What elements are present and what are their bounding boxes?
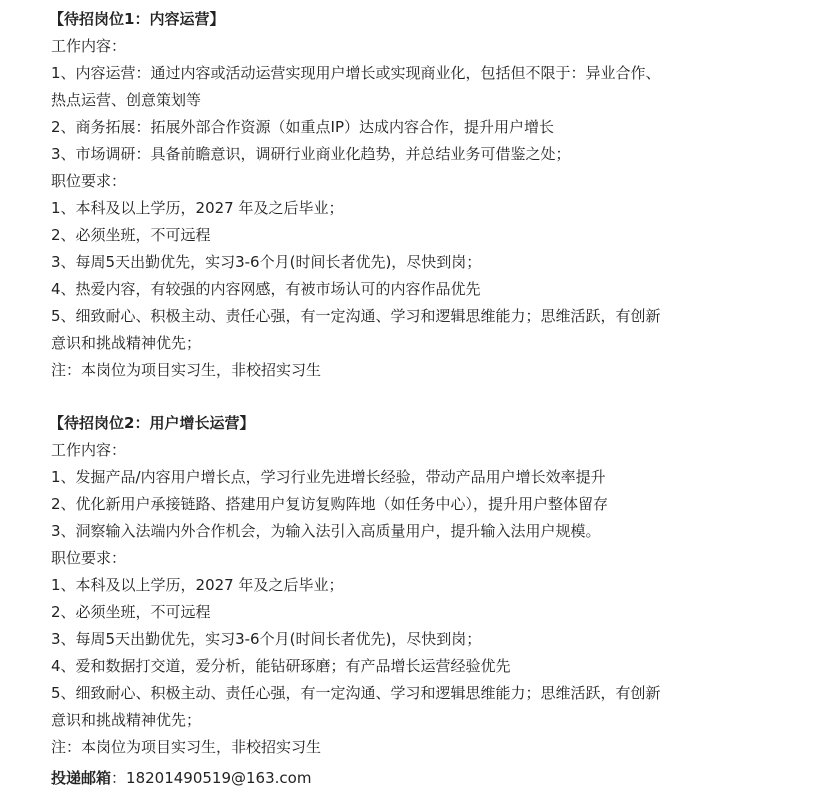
section-1-req-item: 1、本科及以上学历，2027 年及之后毕业； <box>51 199 344 217</box>
section-2-work-item: 2、优化新用户承接链路、搭建用户复访复购阵地（如任务中心），提升用户整体留存 <box>51 495 609 513</box>
section-1-req-item: 5、细致耐心、积极主动、责任心强，有一定沟通、学习和逻辑思维能力；思维活跃，有创新 <box>51 307 661 325</box>
section-1-req-item: 3、每周5天出勤优先，实习3-6个月(时间长者优先)，尽快到岗； <box>51 253 482 271</box>
section-1-work-label: 工作内容： <box>51 37 127 55</box>
section-1-title: 【待招岗位1：内容运营】 <box>49 10 225 28</box>
section-2-req-item: 3、每周5天出勤优先，实习3-6个月(时间长者优先)，尽快到岗； <box>51 630 482 648</box>
section-1-note: 注：本岗位为项目实习生，非校招实习生 <box>51 361 322 379</box>
section-2-title: 【待招岗位2：用户增长运营】 <box>49 414 255 432</box>
section-2-req-item: 4、爱和数据打交道，爱分析，能钻研琢磨；有产品增长运营经验优先 <box>51 657 511 675</box>
section-2-note: 注：本岗位为项目实习生，非校招实习生 <box>51 738 322 756</box>
contact-line <box>51 765 837 792</box>
section-1-req-item: 4、热爱内容，有较强的内容网感，有被市场认可的内容作品优先 <box>51 280 481 298</box>
section-1-work-item: 1、内容运营：通过内容或活动运营实现用户增长或实现商业化，包括但不限于：异业合作、 <box>51 64 661 82</box>
section-2-work-item: 1、发掘产品/内容用户增长点，学习行业先进增长经验，带动产品用户增长效率提升 <box>51 468 606 486</box>
section-1-work-item: 2、商务拓展：拓展外部合作资源（如重点IP）达成内容合作，提升用户增长 <box>51 118 555 136</box>
section-2-work-label: 工作内容： <box>51 441 127 459</box>
section-2-req-item: 2、必须坐班，不可远程 <box>51 603 211 621</box>
contact-separator: ： <box>111 769 127 787</box>
section-2-req-label: 职位要求： <box>51 549 127 567</box>
contact-label: 投递邮箱 <box>51 769 112 787</box>
section-spacer <box>51 384 837 410</box>
section-1-req-item: 意识和挑战精神优先； <box>51 334 202 352</box>
section-1-req-label: 职位要求： <box>51 172 127 190</box>
section-1-work-item: 3、市场调研：具备前瞻意识，调研行业商业化趋势，并总结业务可借鉴之处； <box>51 145 571 163</box>
section-2-req-item: 意识和挑战精神优先； <box>51 711 202 729</box>
section-2-work-item: 3、洞察输入法端内外合作机会，为输入法引入高质量用户，提升输入法用户规模。 <box>51 522 601 540</box>
section-2-req-item: 1、本科及以上学历，2027 年及之后毕业； <box>51 576 344 594</box>
section-2-req-item: 5、细致耐心、积极主动、责任心强，有一定沟通、学习和逻辑思维能力；思维活跃，有创新 <box>51 684 661 702</box>
section-1-work-item: 热点运营、创意策划等 <box>51 91 202 109</box>
contact-email[interactable]: 18201490519@163.com <box>126 769 312 787</box>
section-1-req-item: 2、必须坐班，不可远程 <box>51 226 211 244</box>
